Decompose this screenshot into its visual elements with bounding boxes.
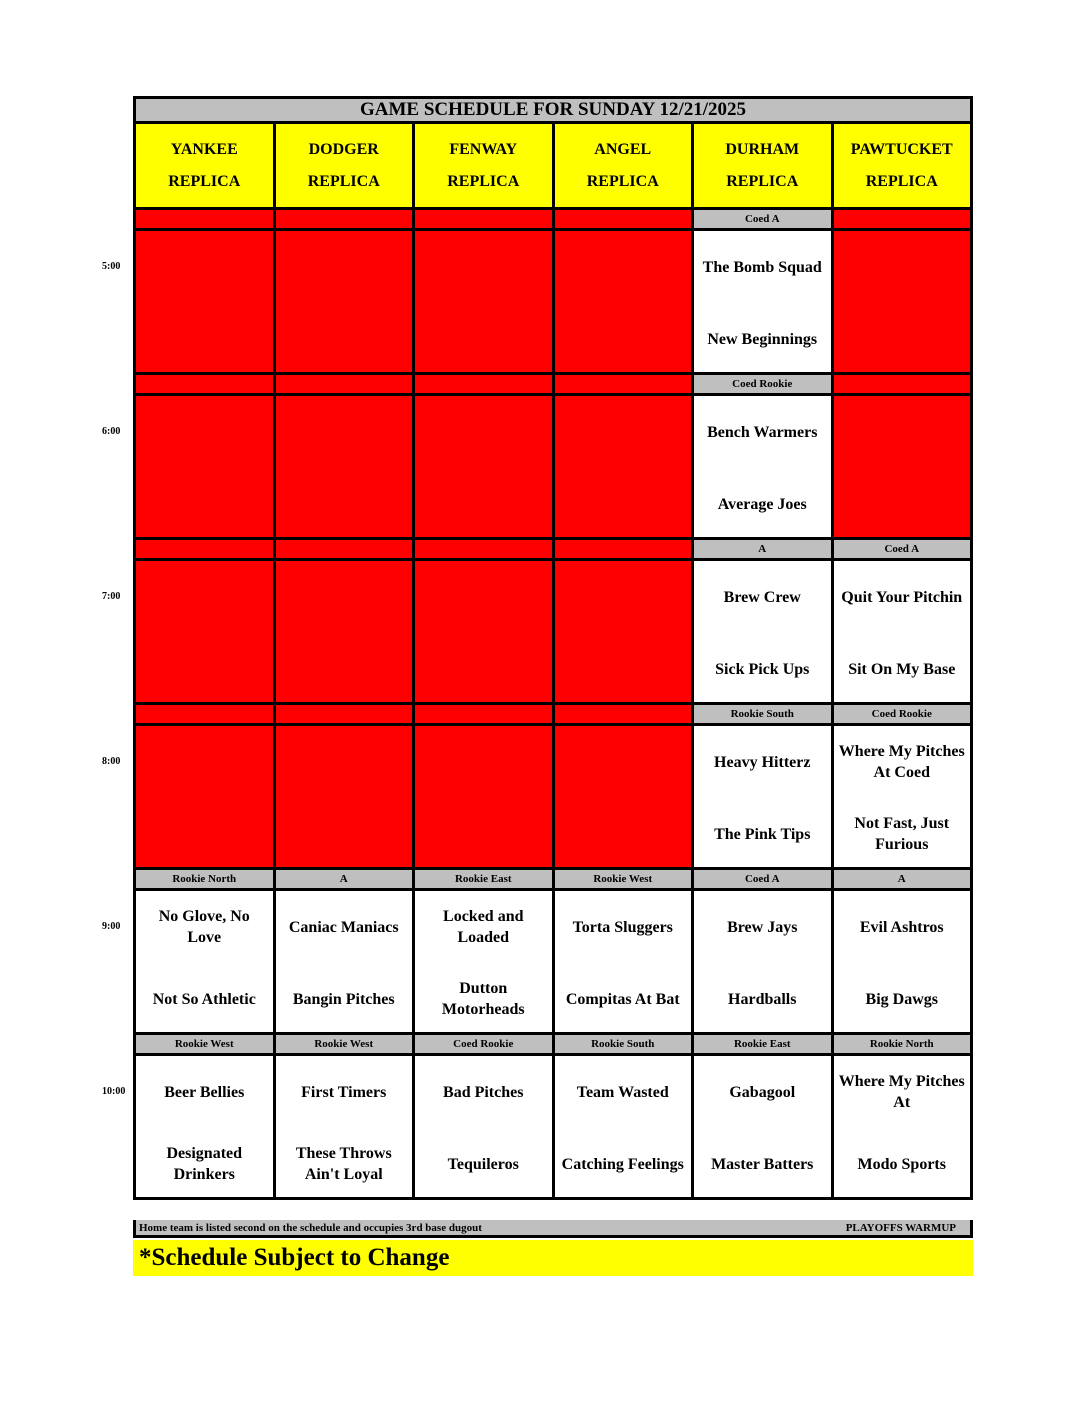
unavailable-division-cell <box>276 540 416 561</box>
game-cell <box>694 1056 834 1200</box>
game-cell <box>136 891 276 1035</box>
schedule-sheet <box>133 96 973 1200</box>
unavailable-division-cell <box>834 375 974 396</box>
division-label: Coed Rookie <box>694 375 834 396</box>
home-team: Tequileros <box>447 1155 519 1173</box>
division-row <box>133 210 973 231</box>
home-team: The Pink Tips <box>714 825 811 843</box>
field-header-row <box>133 124 973 210</box>
unavailable-division-cell <box>555 210 695 231</box>
time-label: 5:00 <box>102 261 121 272</box>
home-team: Compitas At Bat <box>565 990 680 1008</box>
home-team: These Throws Ain't Loyal <box>295 1145 392 1183</box>
field-name: FENWAY <box>449 140 518 158</box>
field-subtitle: REPLICA <box>307 172 380 190</box>
away-team: Locked and Loaded <box>443 908 524 946</box>
unavailable-division-cell <box>276 375 416 396</box>
field-subtitle: REPLICA <box>447 172 520 190</box>
division-label: Coed A <box>694 870 834 891</box>
field-name: ANGEL <box>594 140 652 158</box>
home-team: Not So Athletic <box>152 990 256 1008</box>
unavailable-slot <box>555 231 695 375</box>
field-header-fenway <box>415 124 555 210</box>
field-subtitle: REPLICA <box>586 172 659 190</box>
unavailable-slot <box>136 561 276 705</box>
home-team: Master Batters <box>711 1155 814 1173</box>
game-cell <box>555 1056 695 1200</box>
schedule-body <box>133 210 973 1200</box>
unavailable-division-cell <box>276 210 416 231</box>
unavailable-slot <box>276 726 416 870</box>
division-label: A <box>694 540 834 561</box>
game-cell <box>276 1056 416 1200</box>
division-label: Coed A <box>694 210 834 231</box>
division-label: Rookie South <box>694 705 834 726</box>
away-team: Gabagool <box>729 1083 796 1101</box>
unavailable-division-cell <box>415 540 555 561</box>
game-cell <box>694 231 834 375</box>
game-cell <box>834 726 974 870</box>
unavailable-division-cell <box>136 210 276 231</box>
unavailable-slot <box>136 726 276 870</box>
home-team-note: Home team is listed second on the schedule and occupies 3rd base dugout <box>139 1221 482 1234</box>
home-team: Designated Drinkers <box>166 1145 243 1183</box>
home-team: Bangin Pitches <box>292 990 395 1008</box>
division-label: Coed A <box>834 540 974 561</box>
field-subtitle: REPLICA <box>865 172 938 190</box>
field-header-durham <box>694 124 834 210</box>
away-team: Where My Pitches At <box>838 1073 965 1111</box>
home-team: Dutton Motorheads <box>441 980 525 1018</box>
home-team: Modo Sports <box>857 1155 946 1173</box>
away-team: Team Wasted <box>576 1083 669 1101</box>
field-header-pawtucket <box>834 124 974 210</box>
away-team: Bad Pitches <box>443 1083 524 1101</box>
division-label: Rookie East <box>694 1035 834 1056</box>
unavailable-slot <box>415 726 555 870</box>
unavailable-division-cell <box>276 705 416 726</box>
division-row <box>133 705 973 726</box>
division-label: A <box>276 870 416 891</box>
home-team: Hardballs <box>728 990 797 1008</box>
unavailable-slot <box>136 231 276 375</box>
game-row <box>133 561 973 705</box>
game-row <box>133 396 973 540</box>
unavailable-division-cell <box>555 705 695 726</box>
away-team: Bench Warmers <box>707 423 818 441</box>
unavailable-division-cell <box>136 705 276 726</box>
game-cell <box>834 891 974 1035</box>
game-cell <box>694 891 834 1035</box>
away-team: Where My Pitches At Coed <box>838 743 965 781</box>
division-row <box>133 375 973 396</box>
unavailable-slot <box>555 726 695 870</box>
home-team: Big Dawgs <box>865 990 938 1008</box>
unavailable-division-cell <box>136 375 276 396</box>
game-row <box>133 726 973 870</box>
game-cell <box>834 1056 974 1200</box>
home-team: Not Fast, Just Furious <box>854 815 950 853</box>
away-team: No Glove, No Love <box>158 908 250 946</box>
game-cell <box>694 561 834 705</box>
field-subtitle: REPLICA <box>726 172 799 190</box>
game-cell <box>276 891 416 1035</box>
home-team: Sit On My Base <box>848 660 956 678</box>
division-label: Rookie West <box>136 1035 276 1056</box>
home-team: New Beginnings <box>707 330 818 348</box>
home-team: Catching Feelings <box>561 1155 684 1173</box>
division-label: A <box>834 870 974 891</box>
unavailable-slot <box>415 396 555 540</box>
division-row <box>133 870 973 891</box>
unavailable-slot <box>276 231 416 375</box>
unavailable-division-cell <box>555 375 695 396</box>
playoffs-warmup-label: PLAYOFFS WARMUP <box>845 1221 956 1234</box>
home-team: Sick Pick Ups <box>715 660 810 678</box>
away-team: Torta Sluggers <box>572 918 673 936</box>
field-name: YANKEE <box>170 140 238 158</box>
unavailable-slot <box>415 231 555 375</box>
division-label: Rookie East <box>415 870 555 891</box>
away-team: First Timers <box>301 1083 387 1101</box>
unavailable-slot <box>555 396 695 540</box>
division-label: Coed Rookie <box>834 705 974 726</box>
time-label: 10:00 <box>102 1086 126 1097</box>
field-header-yankee <box>136 124 276 210</box>
division-row <box>133 540 973 561</box>
division-label: Rookie South <box>555 1035 695 1056</box>
unavailable-slot <box>276 561 416 705</box>
game-row <box>133 231 973 375</box>
field-name: DODGER <box>308 140 379 158</box>
game-cell <box>555 891 695 1035</box>
game-cell <box>415 891 555 1035</box>
away-team: Caniac Maniacs <box>288 918 399 936</box>
time-label: 7:00 <box>102 591 121 602</box>
division-label: Coed Rookie <box>415 1035 555 1056</box>
game-cell <box>834 561 974 705</box>
time-label: 9:00 <box>102 921 121 932</box>
unavailable-slot <box>136 396 276 540</box>
away-team: Heavy Hitterz <box>714 753 811 771</box>
unavailable-division-cell <box>555 540 695 561</box>
unavailable-division-cell <box>415 375 555 396</box>
unavailable-slot <box>555 561 695 705</box>
division-row <box>133 1035 973 1056</box>
game-cell <box>415 1056 555 1200</box>
game-cell <box>136 1056 276 1200</box>
field-subtitle: REPLICA <box>168 172 241 190</box>
field-name: PAWTUCKET <box>850 140 953 158</box>
away-team: Quit Your Pitchin <box>841 588 963 606</box>
footer-note <box>133 1220 973 1238</box>
field-header-angel <box>555 124 695 210</box>
division-label: Rookie North <box>136 870 276 891</box>
time-label: 6:00 <box>102 426 121 437</box>
division-label: Rookie West <box>555 870 695 891</box>
division-label: Rookie North <box>834 1035 974 1056</box>
division-label: Rookie West <box>276 1035 416 1056</box>
unavailable-slot <box>276 396 416 540</box>
away-team: Brew Crew <box>723 588 801 606</box>
away-team: Brew Jays <box>727 918 798 936</box>
away-team: Evil Ashtros <box>859 918 944 936</box>
unavailable-slot <box>834 396 974 540</box>
schedule-title: GAME SCHEDULE FOR SUNDAY 12/21/2025 <box>133 96 973 124</box>
away-team: Beer Bellies <box>164 1083 245 1101</box>
game-cell <box>694 396 834 540</box>
home-team: Average Joes <box>717 495 807 513</box>
field-name: DURHAM <box>725 140 800 158</box>
unavailable-division-cell <box>415 210 555 231</box>
unavailable-division-cell <box>834 210 974 231</box>
away-team: The Bomb Squad <box>702 258 822 276</box>
time-label: 8:00 <box>102 756 121 767</box>
unavailable-slot <box>834 231 974 375</box>
unavailable-division-cell <box>136 540 276 561</box>
unavailable-division-cell <box>415 705 555 726</box>
game-row <box>133 1056 973 1200</box>
field-header-dodger <box>276 124 416 210</box>
schedule-disclaimer: *Schedule Subject to Change <box>133 1240 973 1276</box>
game-row <box>133 891 973 1035</box>
game-cell <box>694 726 834 870</box>
unavailable-slot <box>415 561 555 705</box>
